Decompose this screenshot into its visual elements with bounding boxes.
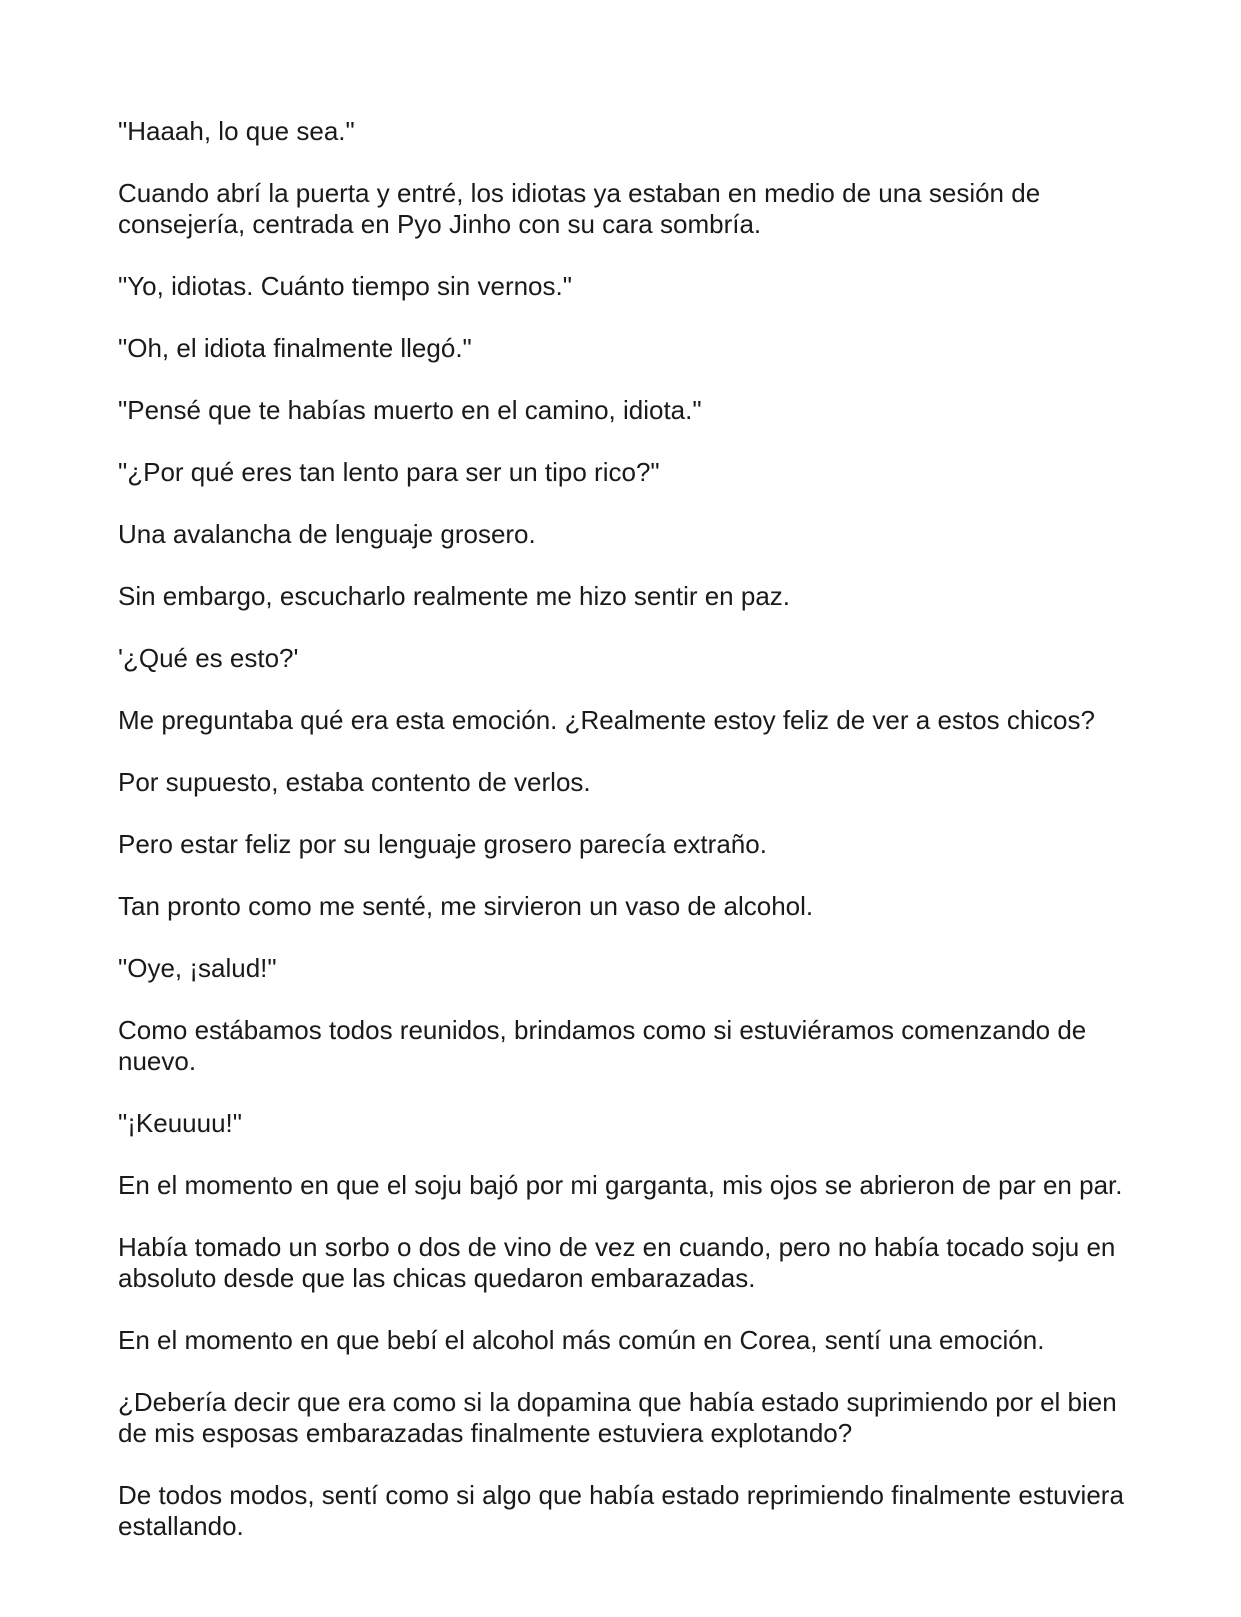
paragraph: Una avalancha de lenguaje grosero. <box>118 519 536 549</box>
paragraph: "Pensé que te habías muerto en el camino, idiota." <box>118 395 702 425</box>
paragraph: Como estábamos todos reunidos, brindamos como si estuviéramos comenzando de nuevo. <box>118 1015 1087 1076</box>
paragraph: "¿Por qué eres tan lento para ser un tipo rico?" <box>118 457 660 487</box>
paragraph: De todos modos, sentí como si algo que había estado reprimiendo finalmente estuviera estallando. <box>118 1480 1124 1541</box>
paragraph: "Haaah, lo que sea." <box>118 116 355 146</box>
paragraph: ¿Debería decir que era como si la dopamina que había estado suprimiendo por el bien de mis esposas embarazadas finalmente estuviera explotando? <box>118 1387 1117 1448</box>
paragraph: "Oye, ¡salud!" <box>118 953 277 983</box>
paragraph: Tan pronto como me senté, me sirvieron un vaso de alcohol. <box>118 891 814 921</box>
paragraph: Pero estar feliz por su lenguaje grosero parecía extraño. <box>118 829 767 859</box>
paragraph: Sin embargo, escucharlo realmente me hizo sentir en paz. <box>118 581 791 611</box>
paragraph: En el momento en que el soju bajó por mi garganta, mis ojos se abrieron de par en par. <box>118 1170 1123 1200</box>
paragraph: "Yo, idiotas. Cuánto tiempo sin vernos." <box>118 271 572 301</box>
paragraph: En el momento en que bebí el alcohol más común en Corea, sentí una emoción. <box>118 1325 1045 1355</box>
paragraph: Cuando abrí la puerta y entré, los idiotas ya estaban en medio de una sesión de consejería, centrada en Pyo Jinho con su cara sombría. <box>118 178 1041 239</box>
document-body <box>118 116 1128 1573</box>
paragraph: '¿Qué es esto?' <box>118 643 299 673</box>
paragraph: "¡Keuuuu!" <box>118 1108 242 1138</box>
paragraph: Me preguntaba qué era esta emoción. ¿Realmente estoy feliz de ver a estos chicos? <box>118 705 1095 735</box>
paragraph: "Oh, el idiota finalmente llegó." <box>118 333 472 363</box>
paragraph: Había tomado un sorbo o dos de vino de vez en cuando, pero no había tocado soju en absoluto desde que las chicas quedaron embarazadas. <box>118 1232 1116 1293</box>
paragraph: Por supuesto, estaba contento de verlos. <box>118 767 591 797</box>
